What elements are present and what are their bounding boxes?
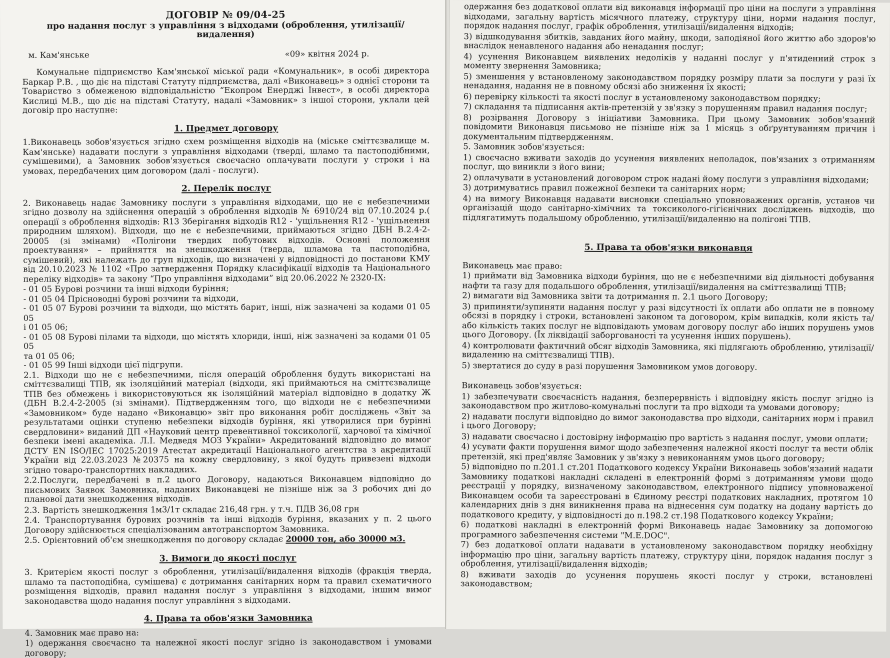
section-1-title: 1. Предмет договору (173, 123, 279, 134)
clause-2-1: 2.1. Відходи що не є небезпечними, після операцій оброблення будуть використані на сміттєзвалищі ТПВ, як ізоляційний матеріал (відходи, які приймаються на сміттєзвалище ТПВ без обмежень і використовуються як ізоляційний матеріал відповідно в додатку Ж (ДБН В.2.4-2-2005 (зі змінами). Підтвердженням того, що відходи не є небезпечними «Замовником» буде надано «Виконавцю» звіт про виконання робіт досліджень «Звіт за результатами оцінки ступеню небезпеки відходів буріння, які утворилися при бурінні свердловини» виданий ДП «Науковий центр превентивної токсикології, харчової та хімічної безпеки імені академіка. Л.І. Медведя МОЗ України» Акредитований відповідно до вимог ДСТУ EN ISO/IEC 17025:2019 Атестат акредитації Національного агентства з акредитації України від 22.03.2023 №20375 на кожну свердловину, з якої будуть привезені відходи згідно товаро-транспортних накладних. (23, 367, 432, 475)
contract-subtitle: про надання послуг з управління з відходами (оброблення, утилізації/видалення) (46, 19, 405, 41)
contractor-obligation-item: 5) відповідно по п.201.1 ст.201 Податкового кодексу України Виконавець зобов'язаний надати Замовнику податкові накладні складені в електронній формі з дотриманням умови щодо реєстрації у порядку, визначеному законодавством, електронного підпису уповноваженої Виконавцем особи та зареєстровані в Єдиному реєстрі податкових накладних, протягом 10 календарних днів з дня виникнення права на віднесення сум податку на додану вартість до податкового кредиту, у відповідності до п.198.2 ст.198 Податкового кодексу України; (460, 461, 874, 521)
waste-code-item: - 01 05 99 Інші відходи цієї підгрупи. (23, 359, 184, 370)
contractor-obligations-heading: Виконавець зобов'язується: (461, 380, 582, 391)
contractor-obligation-item: 8) вживати заходів до усунення порушень якості послуг у строки, встановлені законодавством; (460, 568, 873, 589)
section-2-title: 2. Перелік послуг (181, 183, 272, 195)
contract-date: «09» квітня 2024 р. (284, 47, 370, 59)
customer-obligations-heading: 5. Замовник зобов'язується: (463, 141, 585, 152)
waste-code-item: та 01 05 06; (23, 350, 75, 361)
clause-2-2: 2.2.Послуги, передбачені в п.2 цього Договору, надаються Виконавцем відповідно до письмових Заявок Замовника, наданих Виконавцеві не пізніше ніж за 3 робочих дні до планової дати знешкодження відходів. (24, 473, 432, 504)
contractor-rights-heading: Виконавець має право: (462, 259, 563, 271)
contractor-right-item: 2) вимагати від Замовника звіти та дотримання п. 2.1 цього Договору; (462, 290, 768, 302)
waste-code-item: - 01 05 08 Бурові пілами та відходи, що містять хлориди, інші, ніж зазначені за кодами 01 05 05 (23, 329, 431, 351)
section-4-item: 1) одержання своєчасно та належної якості послуг згідно із законодавством і умовами договору; (24, 636, 432, 658)
contractor-right-item: 5) звертатися до суду в разі порушення Замовником умов договору. (461, 359, 758, 372)
contract-city: м. Кам'янське (28, 49, 90, 60)
contract-title: ДОГОВІР № 09/04-25 (165, 9, 286, 22)
customer-obligation-item: 1) своєчасно вживати заходів до усунення виявлених неполадок, пов'язаних з отриманням послуг, що виникли з його вини; (462, 151, 876, 172)
clause-2-5 (24, 534, 431, 545)
customer-right-item: 4) усунення Виконавцем виявлених недоліків у наданні послуг у п'ятиденний строк з моменту звернення Замовника; (463, 50, 876, 71)
section-2-text: 2. Виконавець надає Замовнику послуги з управління відходами, що не є небезпечними згідно дозволу на здійснення операцій з оброблення відходів № 6910/24 від 07.10.2024 р.( операції з оброблення відходів: R13 Зберігання відходів R12 - 'ущільнення R12 - 'ущільнення природним шляхом). Відходи, що не є небезпечними, приймаються згідно ДБН В.2.4-2-20005 (зі змінами) «Полігони твердих побутових відходів. Основні положення проектування» – прийняття на знешкодження (тверда, шламова та пастоподібна, сумішевий), які належать до груп відходів, що визначені у відповідності до постанови КМУ від 20.10.2023 № 1102 «Про затвердження Порядку класифікації відходів та Національного переліку відходів» та закону “Про управління відходами” від 20.06.2022 № 2320-IX: (22, 195, 431, 284)
waste-code-item: - 01 05 07 Бурові розчини та відходи, що містять барит, інші, ніж зазначені за кодами 01 05 05 (23, 301, 431, 323)
contractor-obligation-item: 2) надавати послуги відповідно до вимог законодавства про відходи, санітарних норм і правил і цього Договору; (461, 410, 874, 431)
clause-2-5-amount: 20000 тон, або 30000 м3. (285, 533, 406, 544)
customer-right-item: 8) розірвання Договору з ініціативи Замовника. При цьому Замовник зобов'язаний повідомити Виконавця письмово не пізніше ніж за 1 місяць з обґрунтуванням причин і документальним підтвердженням. (463, 111, 876, 142)
section-3-title: 3. Вимоги до якості послуг (159, 553, 297, 564)
customer-right-item: одержання без додаткової оплати від виконавця інформації про ціни на послуги з управління відходами, загальну вартість місячного платежу, структуру ціни, норми надання послуг, порядок надання послуг, графік оброблення, утилізації/видалення відходів; (463, 1, 876, 33)
customer-right-item: 5) зменшення у встановленому законодавством порядку розміру плати за послуги у разі їх ненадання, надання не в повному обсязі або зниження їх якості; (463, 70, 876, 92)
section-5-title: 5. Права та обов'язки виконавця (584, 242, 753, 254)
contractor-right-item: 4) контролювати фактичний обсяг відходів Замовника, які підлягають обробленню, утилізації/видаленню на сміттєзвалищі ТПВ). (461, 339, 874, 361)
customer-right-item: 3) відшкодування збитків, завданих його майну, шкоди, заподіяної його життю або здоров'ю внаслідок ненавленого надання або ненадання послуг; (463, 30, 876, 52)
contractor-obligation-item: 6) податкові накладні в електронній формі Виконавець надає Замовнику за допомогою програмного забезпечення системи "М.Е.DОС". (460, 519, 873, 540)
contractor-obligation-item: 7) без додаткової оплати надавати в установленому законодавством порядку необхідну інформацію про ціни, загальну вартість платежу, структуру ціни, порядок надання послуг з оброблення, утилізації/видалення відходів; (460, 539, 873, 570)
waste-code-item: - 01 05 04 Прісноводні бурові розчини та відходи, (23, 292, 239, 304)
customer-obligation-item: 4) на вимогу Виконавця надавати висновки спеціально уповноважених органів, установ чи організацій щодо санітарно-хімічних та токсиколого-гігієнічних досліджень відходів, що підлягатимуть подальшому обробленню, утилізації/видаленню на полігоні ТПВ. (462, 192, 875, 224)
section-1-text: 1.Виконавець зобов'язується згідно схем розміщення відходів на (міське сміттєзвалище м. Кам'янське) надавати послуги з управління відходами (тверді, шламо та пастоподібними, сумішевими), а Замовник зобов'язується своєчасно оплачувати послуги у строки і на умовах, передбачених цим договором (далі - послуги). (22, 135, 430, 176)
customer-obligation-item: 2) оплачувати в установлений договором строк надані йому послуги з управління відходами; (462, 171, 870, 185)
waste-code-item: - 01 05 Бурові розчини та інші відходи буріння; (23, 283, 229, 294)
customer-right-item: 6) перевірку кількості та якості послуг в установленому законодавством порядку; (463, 90, 821, 103)
customer-obligation-item: 3) дотримуватись правил пожежної безпеки та санітарних норм; (462, 182, 746, 194)
section-4-item: 4. Замовник має право на: (24, 626, 139, 638)
contractor-right-item: 1) приймати від Замовника відходи буріння, що не є небезпечними від діяльності добування нафти та газу для подальшого оброблення, утилізації/видалення на сміттєзвалищі ТПВ; (462, 270, 875, 292)
preamble: Комунальне підприємство Кам'янської міської ради «Комунальник», в особі директора Баркар Р.В. , що діє на підставі Статуту підприємства, далі «Виконавець» з однієї сторони та Товариство з обмеженою відповідальністю “Екопром Енерджі Інвест», в особі директора Кислиці М.В., що діє на підставі Статуту, надалі «Замовник» з іншої сторони, уклали цей договір про наступне: (22, 65, 430, 115)
section-4-title: 4. Права та обов'язки Замовника (143, 613, 313, 625)
contractor-obligation-item: 4) усувати факти порушення вимог щодо забезпечення належної якості послуг та вести облік претензій, які пред'являє Замовник у зв'язку з невиконанням умов цього договору; (461, 441, 874, 463)
section-3-text: 3. Критерієм якості послуг з оброблення, утилізації/видалення відходів (фракція тверда, шламо та пастоподібна, сумішева) є дотримання санітарних норм та правил схематичного розміщення відходів, правил надання послуг з управління з відходами, іншим вимог законодавства щодо надання послуг управління з відходами. (24, 565, 432, 606)
customer-right-item: 7) складання та підписання актів-претензій у зв'язку з порушенням правил надання послуг; (463, 101, 868, 114)
contractor-right-item: 3) припиняти/зупиняти надання послуг у разі відсутності їх оплати або оплати не в повному обсязі в порядку і строки, встановлені законом та договором, крім випадків, коли якість та/або кількість таких послуг не відповідають умовам договору послуг або інших порушень умов цього Договору. (Їх ліквідації заборгованості та усунення інших порушень). (461, 300, 875, 342)
place-date-line (28, 49, 429, 60)
clause-2-5-text: 2.5. Орієнтовний об'єм знешкодження по договору складає (24, 533, 286, 545)
contractor-obligation-item: 3) надавати своєчасно і достовірну інформацію про вартість з надання послуг, умови оплати; (461, 430, 869, 444)
contract-page-right (446, 0, 890, 632)
clause-2-3: 2.3. Вартість знешкодження 1м3/1т складає 216,48 грн. у т.ч. ПДВ 36,08 грн (24, 502, 360, 515)
contractor-obligation-item: 1) забезпечувати своєчасність надання, безперервність і відповідну якість послуг згідно із законодавством про житлово-комунальні послуги та про відходи та умовами договору; (461, 390, 874, 413)
clause-2-4: 2.4. Транспортування бурових розчинів та інші відходів буріння, вказаних у п. 2 цього Договору здійснюється спеціалізованим автотранспортом Замовника. (24, 513, 432, 535)
waste-code-item: і 01 05 06; (23, 321, 68, 332)
